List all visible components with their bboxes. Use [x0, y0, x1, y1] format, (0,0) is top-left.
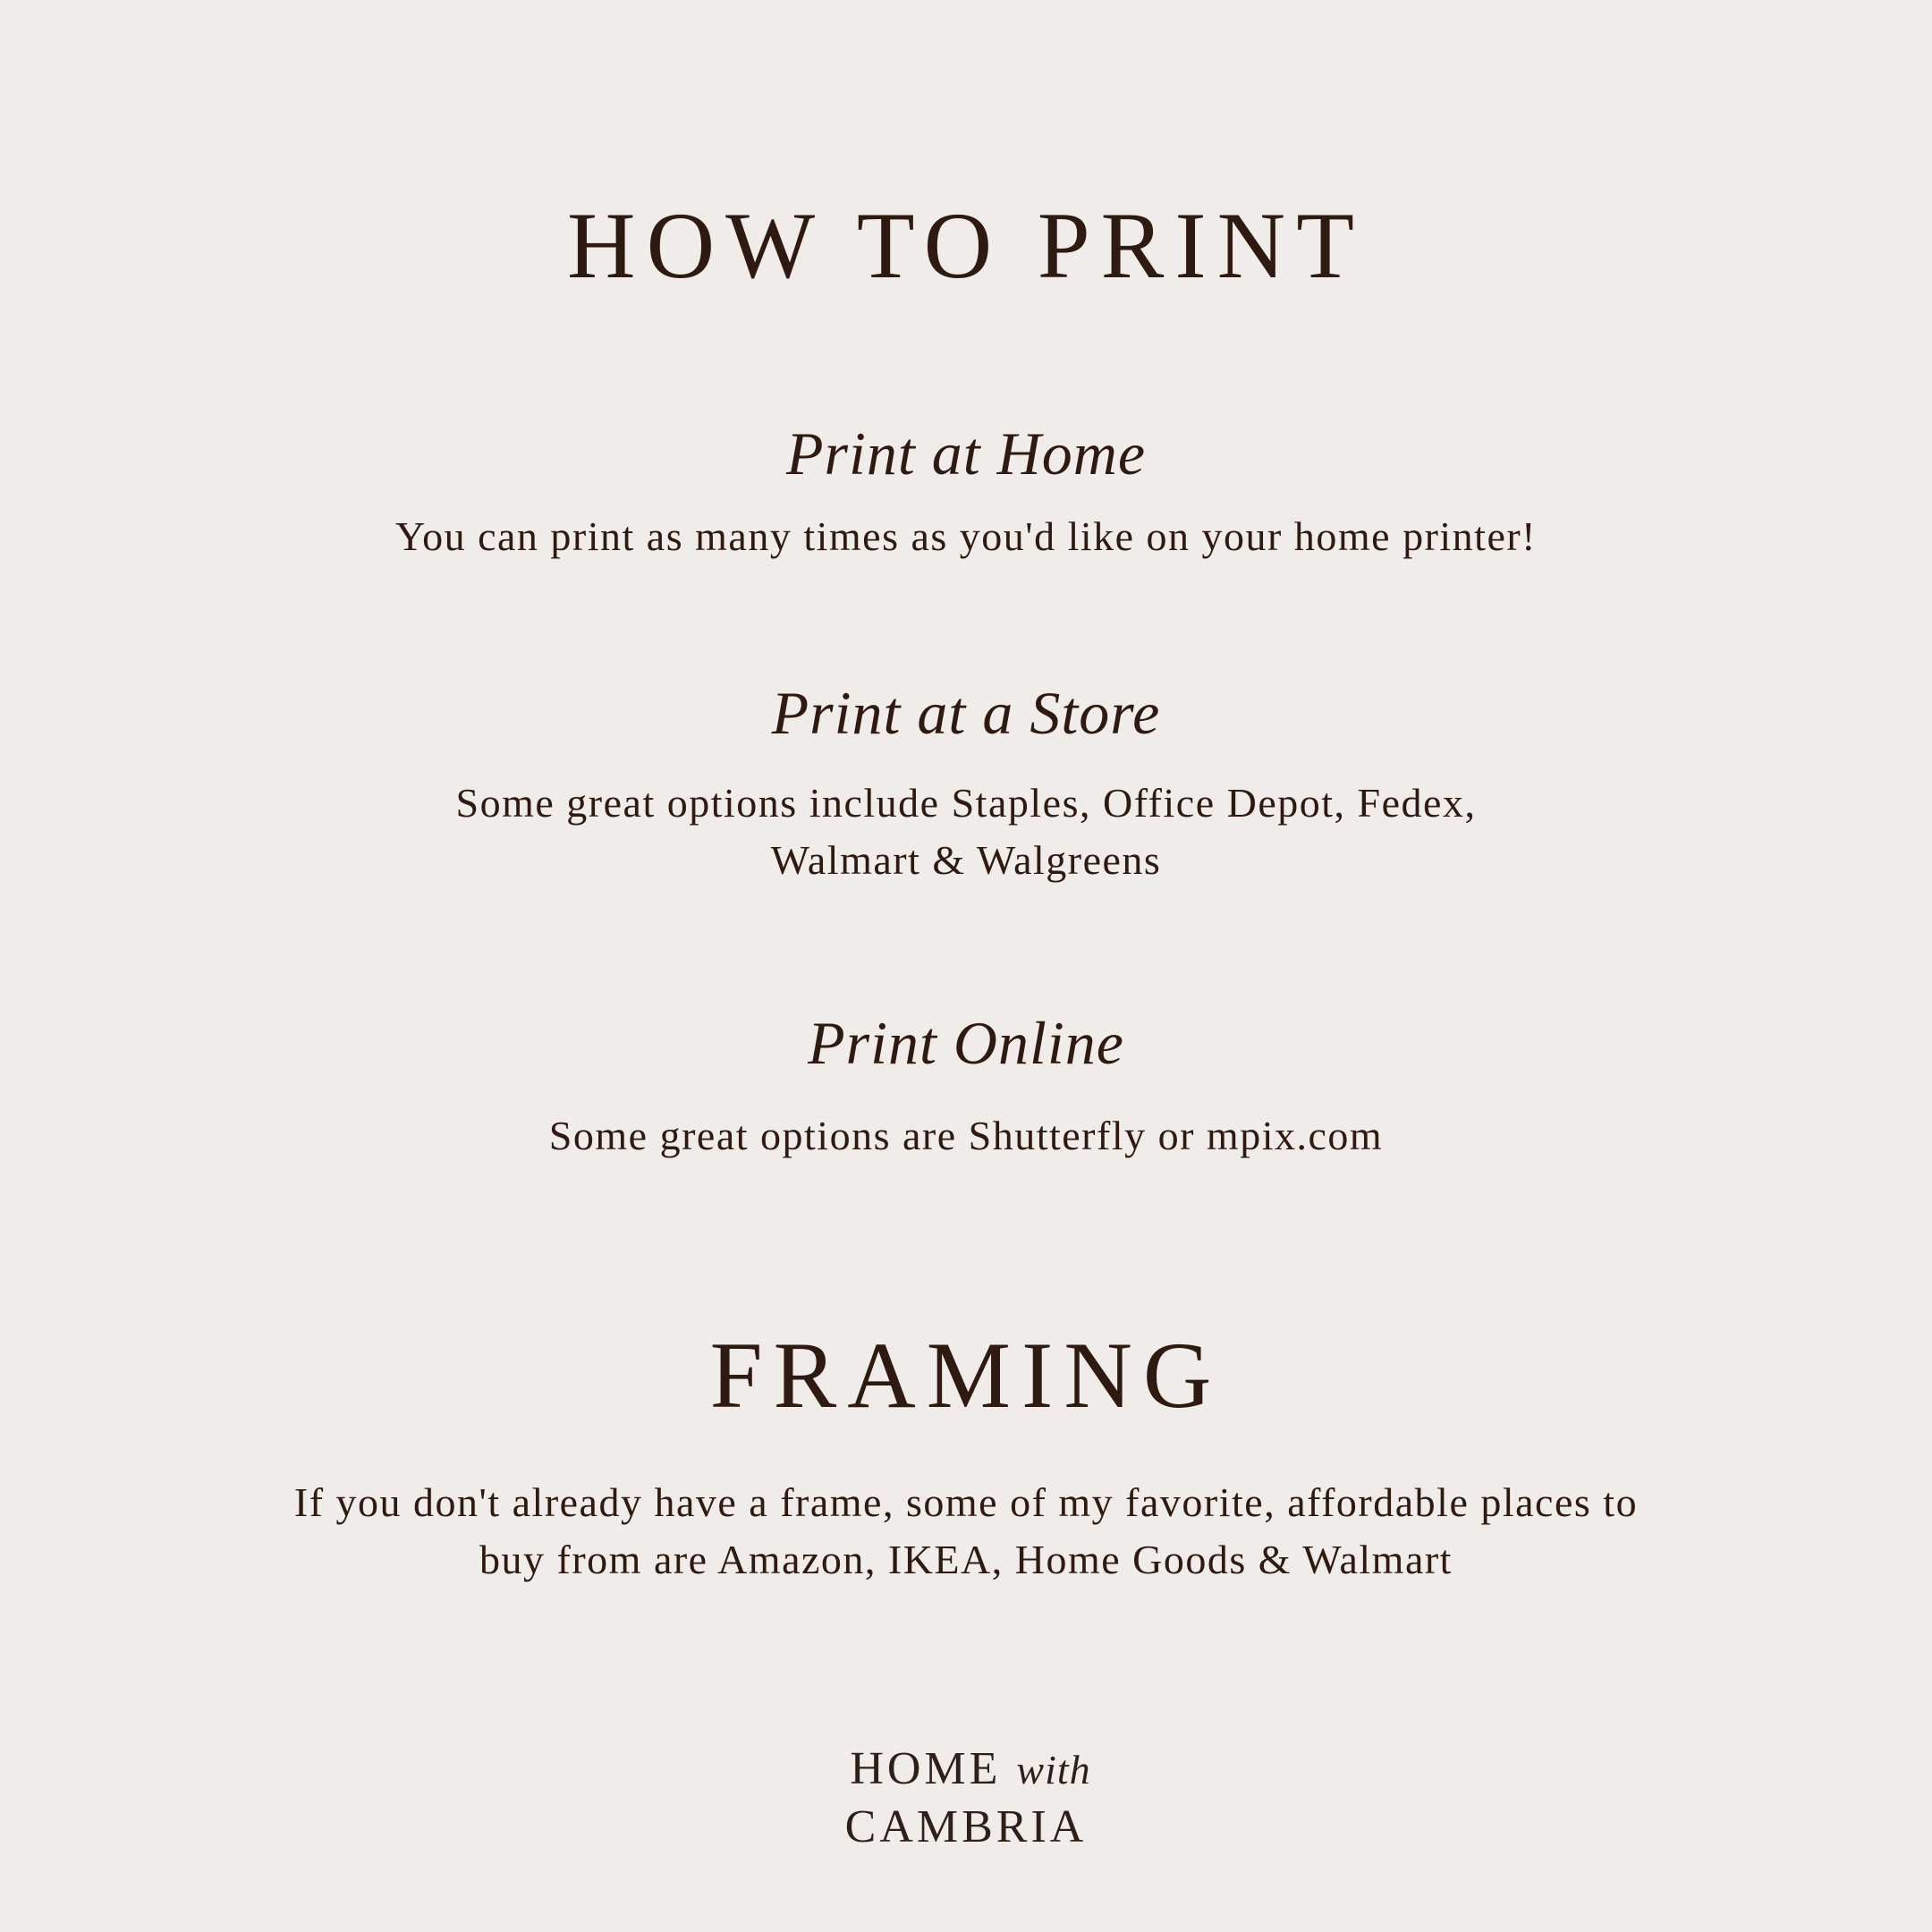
framing-line: buy from are Amazon, IKEA, Home Goods & Walmart	[479, 1537, 1453, 1582]
print-at-home-heading: Print at Home	[785, 419, 1147, 487]
print-online-line: Some great options are Shutterfly or mpix.com	[548, 1113, 1384, 1158]
brand-word-with: with	[1016, 1747, 1091, 1792]
print-at-home-text	[0, 508, 1932, 565]
print-online-text	[0, 1107, 1932, 1165]
print-at-store-text	[0, 775, 1932, 889]
brand-line-1	[0, 1741, 1932, 1799]
how-to-print-title: HOW TO PRINT	[567, 193, 1365, 298]
framing-title: FRAMING	[709, 1323, 1223, 1428]
print-at-home-line: You can print as many times as you'd like on your home printer!	[394, 513, 1538, 559]
brand-word-cambria: CAMBRIA	[844, 1801, 1088, 1852]
brand-word-home: HOME	[850, 1743, 1002, 1794]
print-at-store-line: Some great options include Staples, Office Depot, Fedex,	[455, 780, 1477, 826]
print-at-store-line: Walmart & Walgreens	[770, 837, 1162, 883]
framing-line: If you don't already have a frame, some of my favorite, affordable places to	[293, 1479, 1639, 1525]
print-at-store-heading: Print at a Store	[771, 679, 1161, 747]
print-online-heading: Print Online	[808, 1009, 1124, 1077]
brand-logo	[0, 1741, 1932, 1856]
framing-text	[0, 1474, 1932, 1589]
